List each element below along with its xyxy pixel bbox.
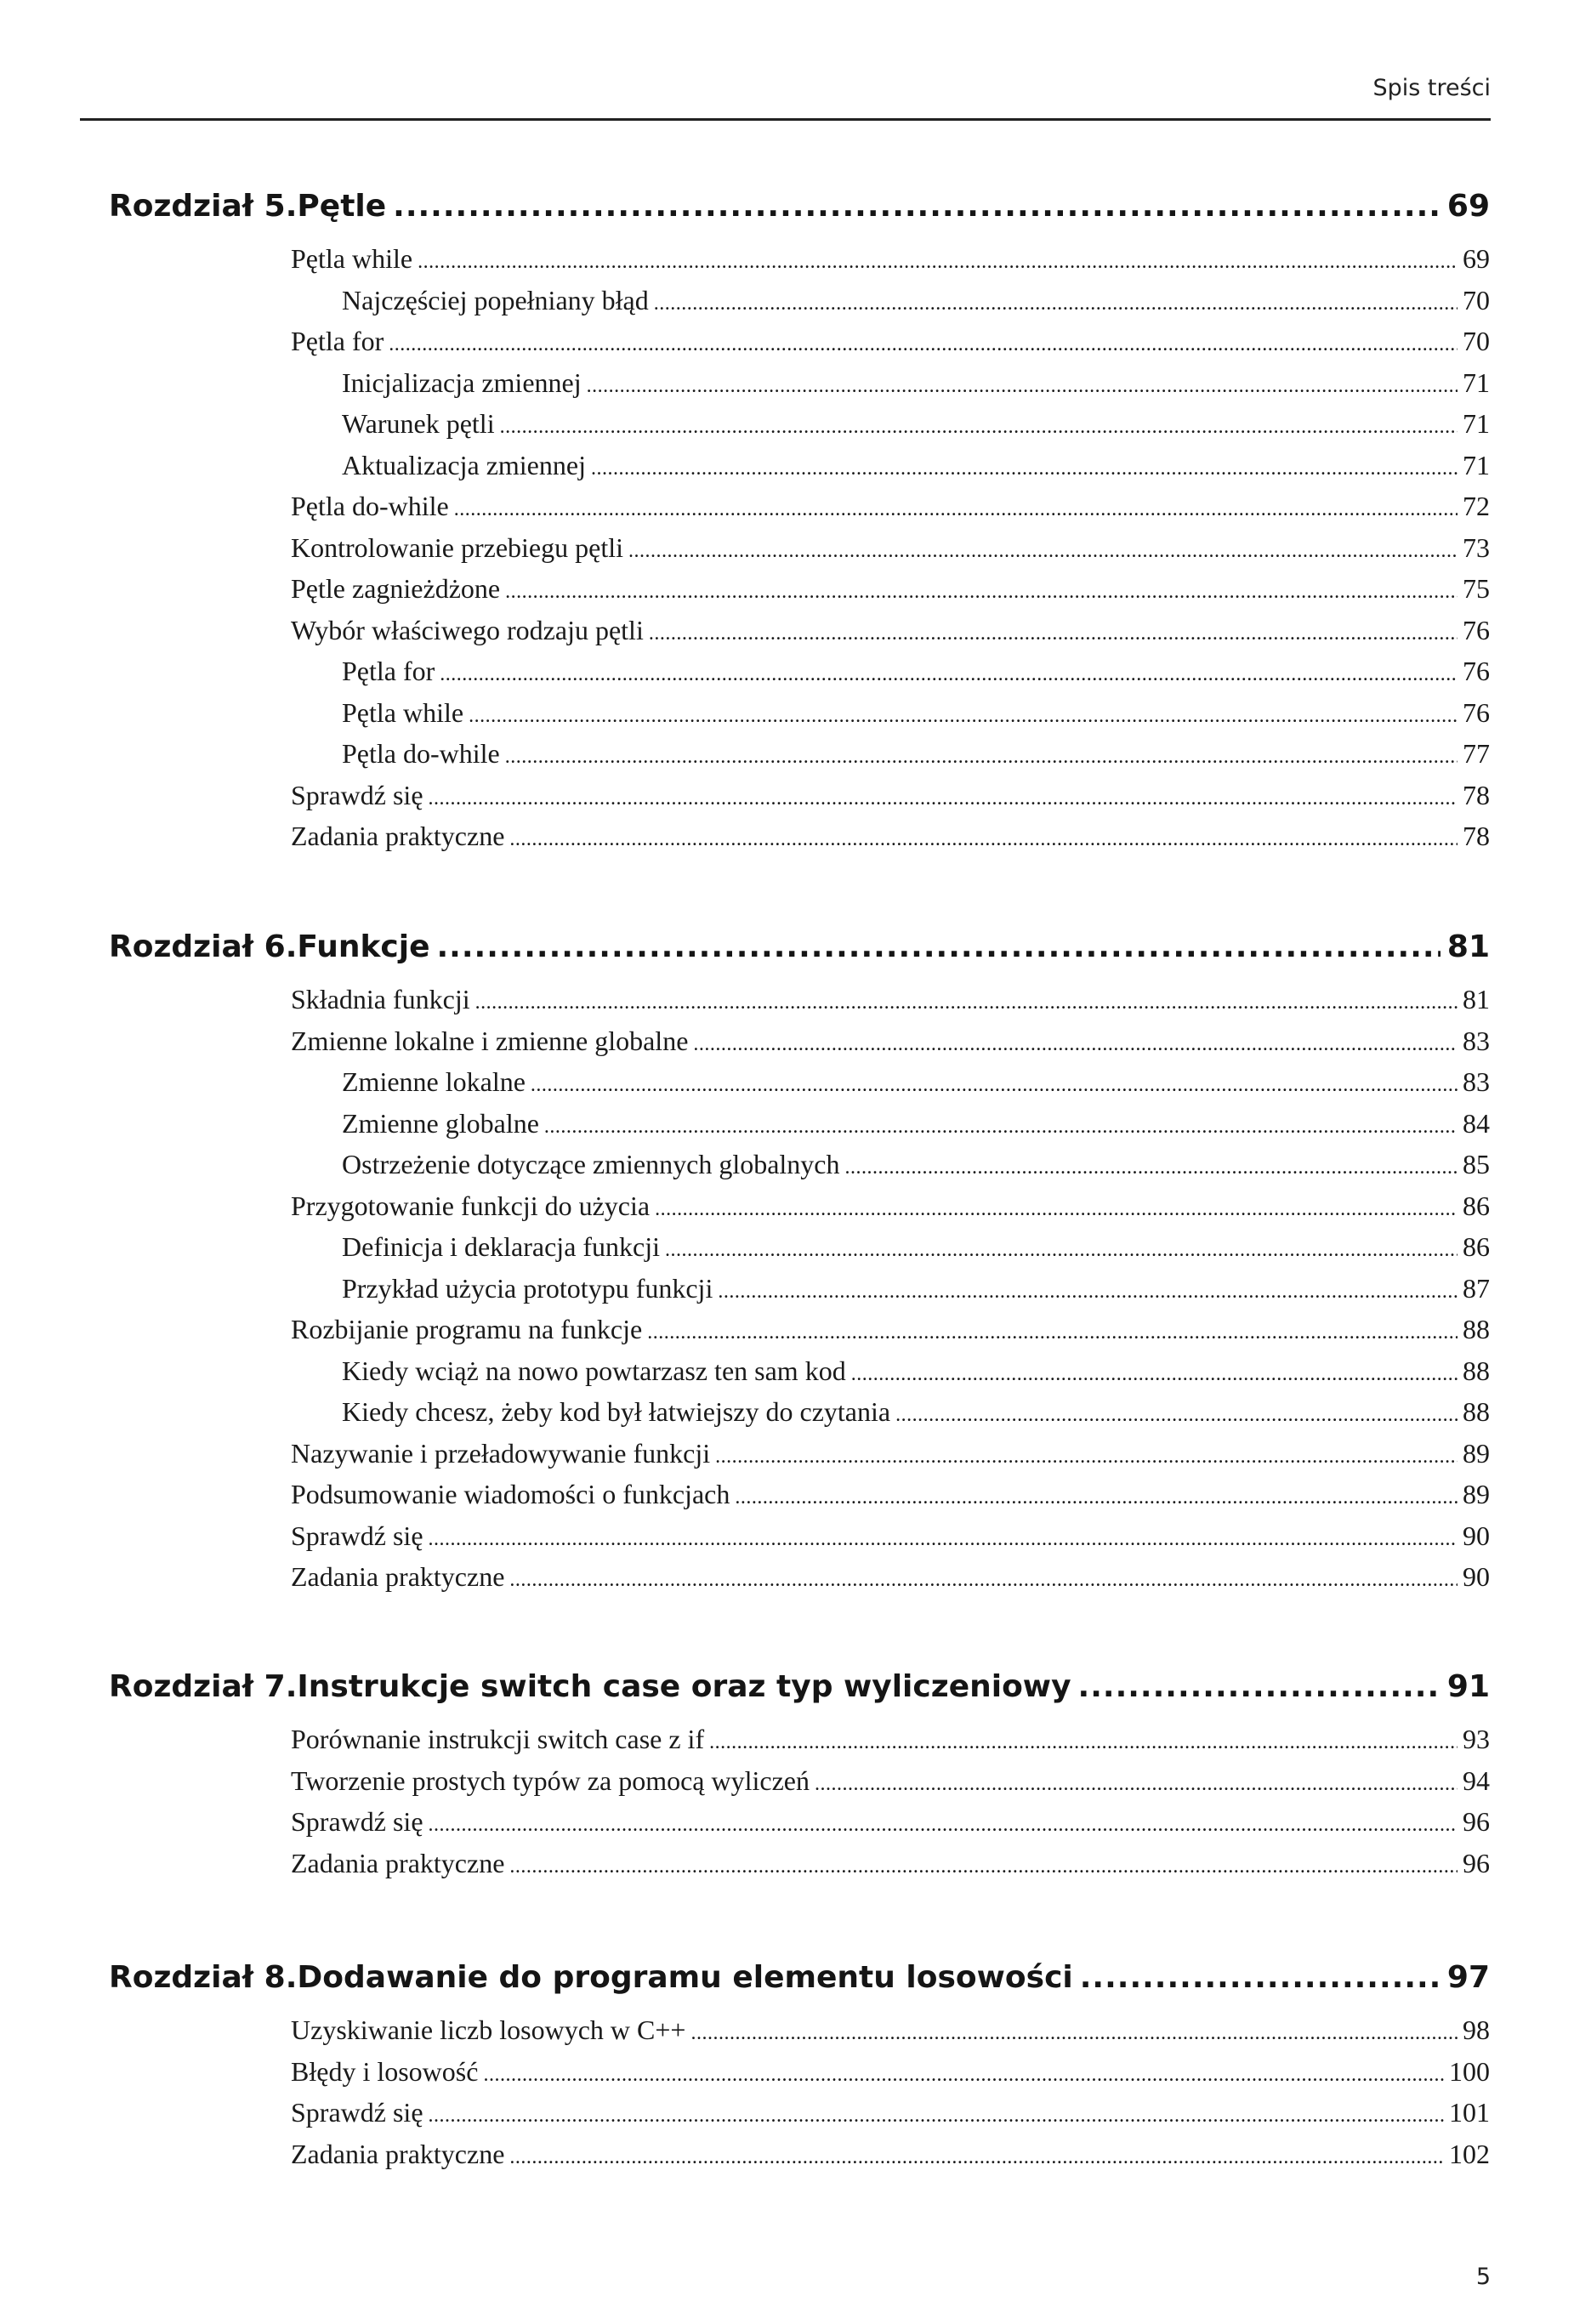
dot-leader	[531, 1074, 1458, 1097]
entry-title: Najczęściej popełniany błąd	[342, 284, 649, 315]
toc-entry-list	[291, 2014, 1490, 2179]
toc-entry[interactable]	[291, 1806, 1490, 1848]
entry-title: Nazywanie i przeładowywanie funkcji	[291, 1437, 711, 1469]
dot-leader	[544, 1116, 1458, 1139]
entry-page-number: 85	[1463, 1149, 1490, 1179]
chapter-title: Pętle	[297, 189, 387, 224]
entry-title: Podsumowanie wiadomości o funkcjach	[291, 1479, 730, 1509]
entry-page-number: 78	[1463, 779, 1490, 810]
dot-leader	[483, 2064, 1444, 2087]
dot-leader	[475, 992, 1458, 1014]
toc-subentry[interactable]	[291, 1108, 1490, 1150]
entry-title: Kontrolowanie przebiegu pętli	[291, 531, 623, 563]
toc-subentry[interactable]	[291, 408, 1490, 450]
toc-subentry[interactable]	[291, 450, 1490, 492]
entry-title: Zmienne lokalne i zmienne globalne	[291, 1025, 689, 1056]
toc-subentry[interactable]	[291, 738, 1490, 780]
entry-page-number: 83	[1463, 1025, 1490, 1056]
dot-leader	[418, 251, 1458, 274]
chapter-heading[interactable]	[109, 929, 1490, 984]
toc-entry[interactable]	[291, 984, 1490, 1026]
dot-leader	[845, 1156, 1458, 1179]
chapter-section	[109, 929, 1490, 1603]
running-head: Spis treści	[1372, 75, 1491, 101]
chapter-section	[109, 189, 1490, 862]
toc-subentry[interactable]	[291, 1355, 1490, 1397]
dot-leader	[509, 2146, 1444, 2169]
entry-page-number: 89	[1463, 1437, 1490, 1469]
chapter-section	[109, 1669, 1490, 1889]
entry-title: Kiedy chcesz, żeby kod był łatwiejszy do czytania	[342, 1396, 891, 1427]
entry-page-number: 84	[1463, 1107, 1490, 1139]
toc-entry[interactable]	[291, 326, 1490, 367]
toc-entry[interactable]	[291, 2056, 1490, 2098]
entry-page-number: 100	[1449, 2055, 1490, 2087]
entry-title: Kiedy wciąż na nowo powtarzasz ten sam kod	[342, 1355, 846, 1386]
toc-entry[interactable]	[291, 780, 1490, 821]
chapter-title: Dodawanie do programu elementu losowości	[297, 1960, 1073, 1995]
toc-entry[interactable]	[291, 2139, 1490, 2180]
chapter-number: Rozdział 6.	[109, 929, 298, 964]
dot-leader	[389, 333, 1458, 356]
toc-entry[interactable]	[291, 243, 1490, 285]
dot-leader	[440, 663, 1458, 686]
chapter-page-number: 91	[1446, 1669, 1490, 1704]
entry-title: Inicjalizacja zmiennej	[342, 366, 582, 398]
entry-title: Aktualizacja zmiennej	[342, 449, 586, 480]
toc-entry[interactable]	[291, 1438, 1490, 1480]
dot-leader	[647, 1321, 1458, 1344]
dot-leader	[454, 498, 1458, 521]
dot-leader	[509, 828, 1458, 851]
entry-title: Porównanie instrukcji switch case z if	[291, 1724, 705, 1754]
entry-title: Pętla while	[291, 243, 413, 274]
entry-page-number: 88	[1463, 1355, 1490, 1386]
entry-page-number: 76	[1463, 656, 1490, 686]
entry-title: Uzyskiwanie liczb losowych w C++	[291, 2014, 686, 2045]
toc-entry[interactable]	[291, 1190, 1490, 1232]
toc-entry[interactable]	[291, 821, 1490, 862]
dot-leader	[690, 2022, 1458, 2045]
entry-title: Pętla for	[291, 326, 384, 356]
entry-title: Zmienne globalne	[342, 1107, 539, 1139]
entry-title: Pętla while	[342, 696, 464, 728]
toc-entry[interactable]	[291, 1724, 1490, 1765]
chapter-heading[interactable]	[109, 1669, 1490, 1724]
toc-subentry[interactable]	[291, 367, 1490, 409]
toc-entry-list	[291, 984, 1490, 1603]
toc-entry[interactable]	[291, 1520, 1490, 1562]
entry-title: Zadania praktyczne	[291, 1561, 505, 1592]
entry-page-number: 86	[1463, 1231, 1490, 1262]
entry-title: Rozbijanie programu na funkcje	[291, 1314, 643, 1344]
toc-entry[interactable]	[291, 1479, 1490, 1520]
toc-subentry[interactable]	[291, 1149, 1490, 1190]
entry-title: Zadania praktyczne	[291, 1847, 505, 1878]
chapter-title: Funkcje	[297, 929, 430, 964]
toc-subentry[interactable]	[291, 1273, 1490, 1315]
dot-leader	[429, 1528, 1458, 1551]
entry-title: Składnia funkcji	[291, 984, 470, 1014]
dot-leader	[509, 1855, 1458, 1878]
toc-subentry[interactable]	[291, 656, 1490, 697]
entry-page-number: 90	[1463, 1520, 1490, 1551]
entry-title: Warunek pętli	[342, 408, 495, 439]
chapter-page-number: 69	[1446, 189, 1490, 224]
dot-leader	[509, 1569, 1458, 1592]
toc-entry[interactable]	[291, 2014, 1490, 2056]
entry-title: Błędy i losowość	[291, 2055, 479, 2087]
chapter-page-number: 97	[1446, 1960, 1490, 1995]
dot-leader	[851, 1363, 1458, 1386]
dot-leader	[429, 1814, 1458, 1837]
entry-page-number: 69	[1463, 243, 1490, 274]
dot-leader	[655, 1198, 1458, 1221]
entry-page-number: 94	[1463, 1764, 1490, 1796]
header-rule	[80, 118, 1491, 121]
entry-page-number: 76	[1463, 696, 1490, 728]
dot-leader	[693, 1033, 1458, 1056]
dot-leader	[718, 1281, 1458, 1304]
entry-title: Wybór właściwego rodzaju pętli	[291, 614, 644, 645]
entry-page-number: 72	[1463, 491, 1490, 521]
chapter-page-number: 81	[1446, 929, 1490, 964]
entry-page-number: 78	[1463, 821, 1490, 851]
chapter-number: Rozdział 8.	[109, 1960, 298, 1995]
toc-entry[interactable]	[291, 1848, 1490, 1889]
page-number: 5	[1475, 2264, 1491, 2290]
entry-title: Sprawdź się	[291, 1520, 423, 1551]
toc-subentry[interactable]	[291, 697, 1490, 739]
entry-title: Pętla for	[342, 656, 435, 686]
entry-title: Przykład użycia prototypu funkcji	[342, 1272, 713, 1304]
entry-page-number: 101	[1449, 2097, 1490, 2128]
dot-leader	[654, 293, 1458, 315]
toc-entry[interactable]	[291, 2097, 1490, 2139]
dot-leader	[715, 1446, 1458, 1469]
entry-title: Pętle zagnieżdżone	[291, 573, 501, 604]
entry-page-number: 83	[1463, 1066, 1490, 1097]
toc-entry-list	[291, 1724, 1490, 1889]
toc-entry[interactable]	[291, 532, 1490, 574]
dot-leader	[709, 1731, 1458, 1754]
dot-leader	[393, 189, 1440, 224]
toc-entry[interactable]	[291, 1026, 1490, 1067]
entry-title: Ostrzeżenie dotyczące zmiennych globalnych	[342, 1149, 840, 1179]
entry-page-number: 88	[1463, 1396, 1490, 1427]
dot-leader	[735, 1486, 1458, 1509]
entry-page-number: 70	[1463, 284, 1490, 315]
toc-entry-list	[291, 243, 1490, 862]
entry-page-number: 88	[1463, 1314, 1490, 1344]
dot-leader	[1080, 1960, 1440, 1995]
entry-page-number: 90	[1463, 1561, 1490, 1592]
entry-title: Sprawdź się	[291, 2097, 423, 2128]
entry-page-number: 86	[1463, 1190, 1490, 1221]
dot-leader	[505, 581, 1458, 604]
entry-page-number: 96	[1463, 1806, 1490, 1837]
entry-page-number: 93	[1463, 1724, 1490, 1754]
entry-title: Pętla do-while	[342, 738, 500, 769]
chapter-number: Rozdział 7.	[109, 1669, 298, 1704]
dot-leader	[429, 787, 1458, 810]
dot-leader	[815, 1773, 1458, 1796]
chapter-section	[109, 1960, 1490, 2179]
entry-title: Zmienne lokalne	[342, 1066, 526, 1097]
dot-leader	[587, 375, 1458, 398]
entry-title: Definicja i deklaracja funkcji	[342, 1231, 661, 1262]
entry-page-number: 76	[1463, 614, 1490, 645]
dot-leader	[505, 746, 1458, 769]
chapter-title: Instrukcje switch case oraz typ wyliczeniowy	[297, 1669, 1071, 1704]
toc-entry[interactable]	[291, 1765, 1490, 1807]
dot-leader	[665, 1239, 1458, 1262]
dot-leader	[649, 622, 1458, 645]
toc-subentry[interactable]	[291, 1396, 1490, 1438]
toc-subentry[interactable]	[291, 1231, 1490, 1273]
entry-page-number: 81	[1463, 984, 1490, 1014]
dot-leader	[469, 705, 1458, 728]
entry-title: Tworzenie prostych typów za pomocą wyliczeń	[291, 1764, 810, 1796]
entry-page-number: 98	[1463, 2014, 1490, 2045]
entry-title: Przygotowanie funkcji do użycia	[291, 1190, 651, 1221]
entry-page-number: 71	[1463, 408, 1490, 439]
toc-entry[interactable]	[291, 1561, 1490, 1603]
chapter-number: Rozdział 5.	[109, 189, 298, 224]
entry-page-number: 75	[1463, 573, 1490, 604]
entry-page-number: 71	[1463, 366, 1490, 398]
entry-title: Zadania praktyczne	[291, 821, 505, 851]
dot-leader	[895, 1404, 1458, 1427]
dot-leader	[429, 2105, 1444, 2128]
entry-title: Sprawdź się	[291, 779, 423, 810]
dot-leader	[436, 929, 1440, 964]
entry-title: Zadania praktyczne	[291, 2138, 505, 2169]
dot-leader	[500, 416, 1458, 439]
chapter-heading[interactable]	[109, 1960, 1490, 2014]
toc-subentry[interactable]	[291, 1066, 1490, 1108]
entry-page-number: 96	[1463, 1847, 1490, 1878]
toc-entry[interactable]	[291, 615, 1490, 656]
dot-leader	[591, 457, 1458, 480]
toc-subentry[interactable]	[291, 285, 1490, 327]
toc-entry[interactable]	[291, 1314, 1490, 1355]
chapter-heading[interactable]	[109, 189, 1490, 243]
entry-page-number: 71	[1463, 449, 1490, 480]
entry-page-number: 102	[1449, 2138, 1490, 2169]
entry-page-number: 77	[1463, 738, 1490, 769]
toc-entry[interactable]	[291, 573, 1490, 615]
toc-entry[interactable]	[291, 491, 1490, 532]
entry-page-number: 87	[1463, 1272, 1490, 1304]
entry-page-number: 89	[1463, 1479, 1490, 1509]
entry-page-number: 73	[1463, 531, 1490, 563]
dot-leader	[628, 540, 1458, 563]
entry-title: Sprawdź się	[291, 1806, 423, 1837]
entry-title: Pętla do-while	[291, 491, 449, 521]
dot-leader	[1078, 1669, 1440, 1704]
entry-page-number: 70	[1463, 326, 1490, 356]
